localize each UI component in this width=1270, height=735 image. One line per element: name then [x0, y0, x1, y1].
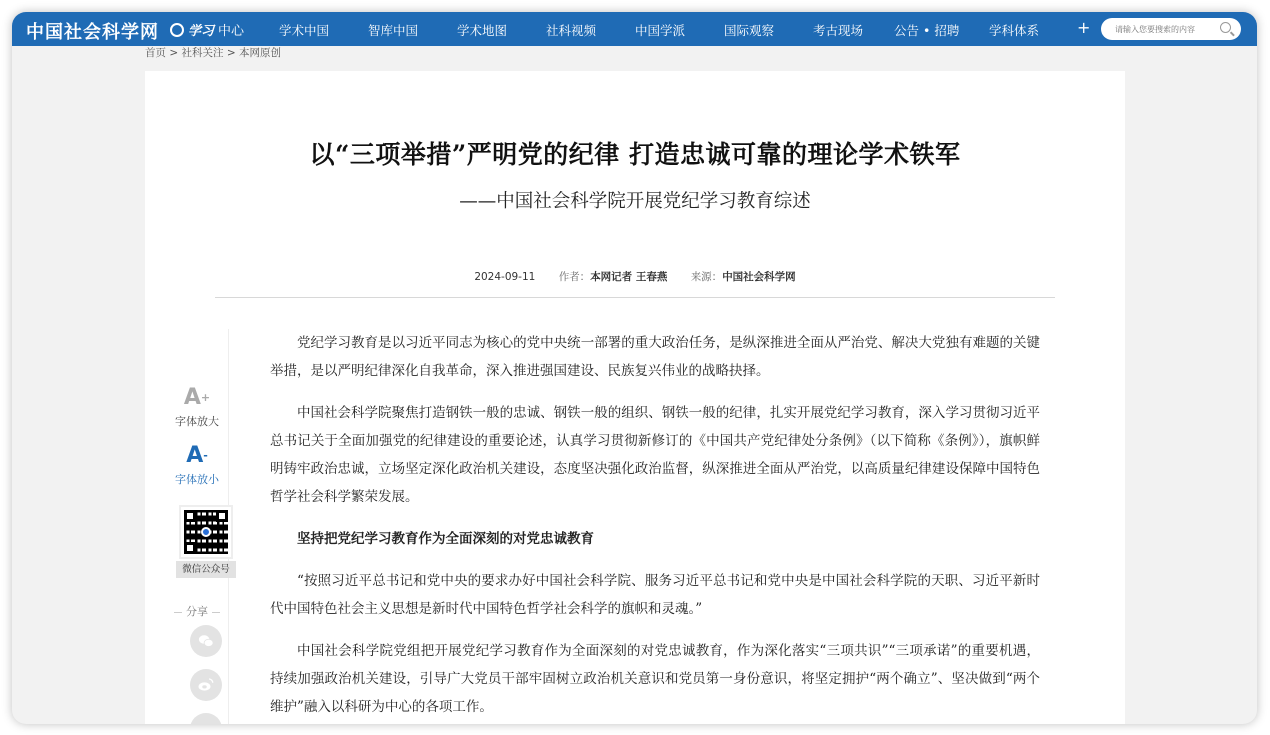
- font-larger-label: 字体放大: [175, 415, 219, 428]
- article-author: 本网记者 王春燕: [590, 271, 668, 283]
- breadcrumb-home[interactable]: 首页: [145, 47, 166, 59]
- search-box[interactable]: [1101, 18, 1241, 40]
- article-date: 2024-09-11: [474, 271, 536, 283]
- author-label: 作者：: [558, 271, 591, 283]
- search-input[interactable]: [1115, 25, 1215, 34]
- xuexi-center-link[interactable]: [170, 20, 244, 39]
- article-toolbar: [165, 329, 229, 724]
- browser-frame: [12, 12, 1257, 724]
- article-container: [145, 71, 1125, 724]
- font-larger-button[interactable]: [165, 387, 229, 429]
- nav-item-think-tank[interactable]: 智库中国: [368, 23, 419, 38]
- source-label: 来源：: [690, 271, 723, 283]
- weibo-icon: [197, 676, 215, 694]
- font-larger-plus: +: [200, 391, 211, 404]
- qr-code-icon: [184, 510, 228, 554]
- share-more-button[interactable]: [190, 713, 222, 724]
- wechat-icon: [197, 632, 215, 650]
- share-label: 分享: [165, 603, 229, 619]
- article-paragraph: 党纪学习教育是以习近平同志为核心的党中央统一部署的重大政治任务，是纵深推进全面从严治党、解决大党独有难题的关键举措，是以严明纪律深化自我革命，深入推进强国建设、民族复兴伟业的战略抉择。: [270, 335, 1040, 379]
- breadcrumb: [145, 45, 281, 60]
- xuexi-brand: 学习: [188, 24, 215, 39]
- meta-divider: [215, 297, 1055, 298]
- search-icon[interactable]: [1220, 22, 1231, 33]
- breadcrumb-separator: >: [223, 47, 239, 59]
- share-weibo-button[interactable]: [190, 669, 222, 701]
- top-navbar: [12, 12, 1257, 46]
- nav-item-disciplines[interactable]: 学科体系: [989, 23, 1040, 38]
- article-paragraph: “按照习近平总书记和党中央的要求办好中国社会科学院、服务习近平总书记和党中央是中国社会科学院的天职、习近平新时代中国特色社会主义思想是新时代中国特色哲学社会科学的旗帜和灵魂。”: [270, 573, 1040, 617]
- nav-item-international[interactable]: 国际观察: [724, 23, 775, 38]
- nav-item-archaeology[interactable]: 考古现场: [813, 23, 864, 38]
- xuexi-emblem-icon: [170, 23, 184, 37]
- breadcrumb-separator: >: [166, 47, 182, 59]
- share-more-icon: [197, 720, 215, 724]
- article-subtitle: ——中国社会科学院开展党纪学习教育综述: [459, 191, 811, 212]
- article-meta: [145, 269, 1125, 284]
- article-paragraph: 中国社会科学院党组把开展党纪学习教育作为全面深刻的对党忠诚教育，作为深化落实“三项共识”“三项承诺”的重要机遇，持续加强政治机关建设，引导广大党员干部牢固树立政治机关意识和党员第一身份意识，将坚定拥护“两个确立”、坚决做到“两个维护”融入以科研为中心的各项工作。: [270, 643, 1040, 715]
- nav-item-notices[interactable]: 公告 • 招聘: [894, 23, 960, 38]
- nav-more-button[interactable]: +: [1077, 18, 1091, 37]
- breadcrumb-original[interactable]: 本网原创: [238, 47, 281, 59]
- qr-label: 微信公众号: [176, 561, 236, 578]
- font-smaller-icon: A: [186, 443, 204, 468]
- article-section-heading: 坚持把党纪学习教育作为全面深刻的对党忠诚教育: [297, 531, 594, 547]
- article-source[interactable]: 中国社会科学网: [722, 271, 796, 283]
- article-title: 以“三项举措”严明党的纪律 打造忠诚可靠的理论学术铁军: [309, 140, 961, 169]
- article-paragraph: 中国社会科学院聚焦打造钢铁一般的忠诚、钢铁一般的组织、钢铁一般的纪律，扎实开展党纪学习教育，深入学习贯彻习近平总书记关于全面加强党的纪律建设的重要论述，认真学习贯彻新修订的《中国共产党纪律处分条例》（以下简称《条例》），旗帜鲜明铸牢政治忠诚，立场坚定深化政治机关建设，态度坚决强化政治监督，纵深推进全面从严治党，以高质量纪律建设保障中国特色哲学社会科学繁荣发展。: [270, 405, 1040, 505]
- font-smaller-label: 字体放小: [175, 473, 219, 486]
- nav-item-academic-china[interactable]: 学术中国: [279, 23, 330, 38]
- breadcrumb-focus[interactable]: 社科关注: [181, 47, 224, 59]
- nav-item-chinese-school[interactable]: 中国学派: [635, 23, 686, 38]
- article-body: [270, 329, 1040, 724]
- xuexi-suffix: 中心: [218, 24, 245, 39]
- font-larger-icon: A: [183, 385, 201, 410]
- share-wechat-button[interactable]: [190, 625, 222, 657]
- nav-item-academic-map[interactable]: 学术地图: [457, 23, 508, 38]
- font-smaller-minus: -: [203, 449, 208, 462]
- nav-item-videos[interactable]: 社科视频: [546, 23, 597, 38]
- font-smaller-button[interactable]: [165, 445, 229, 487]
- wechat-qr-code: [179, 505, 233, 559]
- site-logo[interactable]: 中国社会科学网: [26, 22, 159, 43]
